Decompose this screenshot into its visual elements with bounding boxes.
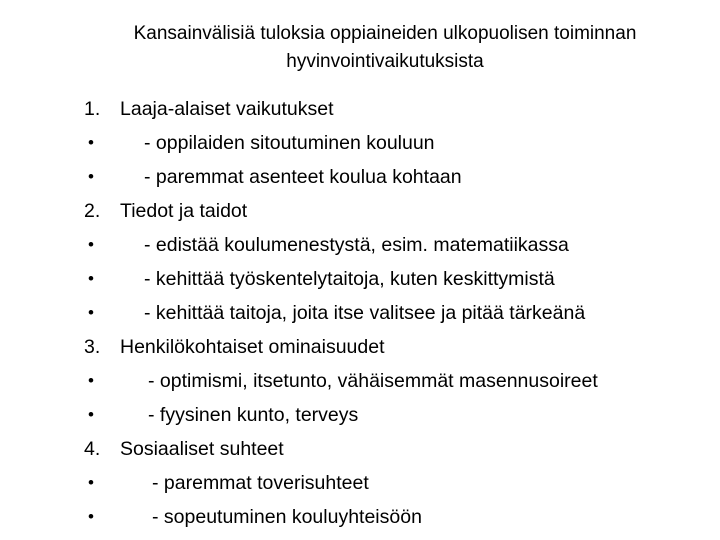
bullet-icon: • [88,507,94,526]
bullet-icon: • [88,473,94,492]
slide-title [60,20,710,76]
list-item [0,466,720,500]
bullet-icon: • [88,371,94,390]
list-item-text: - fyysinen kunto, terveys [148,404,359,426]
list-number: 1. [84,98,101,120]
list-number: 2. [84,200,101,222]
list-item-text: - oppilaiden sitoutuminen kouluun [144,132,435,154]
title-line-2: hyvinvointivaikutuksista [286,51,484,72]
list-item-text: - kehittää taitoja, joita itse valitsee ja pitää tärkeänä [144,302,586,324]
heading-text: Henkilökohtaiset ominaisuudet [120,336,385,358]
list-item-text: - kehittää työskentelytaitoja, kuten keskittymistä [144,268,555,290]
heading-text: Sosiaaliset suhteet [120,438,284,460]
list-item-text: - paremmat asenteet koulua kohtaan [144,166,462,188]
list-item [0,398,720,432]
list-item-text: - optimismi, itsetunto, vähäisemmät masennusoireet [148,370,598,392]
content-list [0,92,720,534]
list-item-text: - sopeutuminen kouluyhteisöön [152,506,422,528]
bullet-icon: • [88,133,94,152]
list-item [0,500,720,534]
bullet-icon: • [88,167,94,186]
list-item [0,126,720,160]
bullet-icon: • [88,405,94,424]
list-item [0,262,720,296]
bullet-icon: • [88,269,94,288]
list-item [0,160,720,194]
heading-text: Laaja-alaiset vaikutukset [120,98,334,120]
list-item-text: - paremmat toverisuhteet [152,472,369,494]
list-item [0,296,720,330]
list-item-heading [0,432,720,466]
list-item-text: - edistää koulumenestystä, esim. matematiikassa [144,234,569,256]
list-item-heading [0,194,720,228]
bullet-icon: • [88,235,94,254]
list-item [0,364,720,398]
list-item-heading [0,330,720,364]
list-number: 3. [84,336,101,358]
bullet-icon: • [88,303,94,322]
list-number: 4. [84,438,101,460]
list-item-heading [0,92,720,126]
heading-text: Tiedot ja taidot [120,200,248,222]
title-line-1: Kansainvälisiä tuloksia oppiaineiden ulkopuolisen toiminnan [133,23,637,44]
list-item [0,228,720,262]
